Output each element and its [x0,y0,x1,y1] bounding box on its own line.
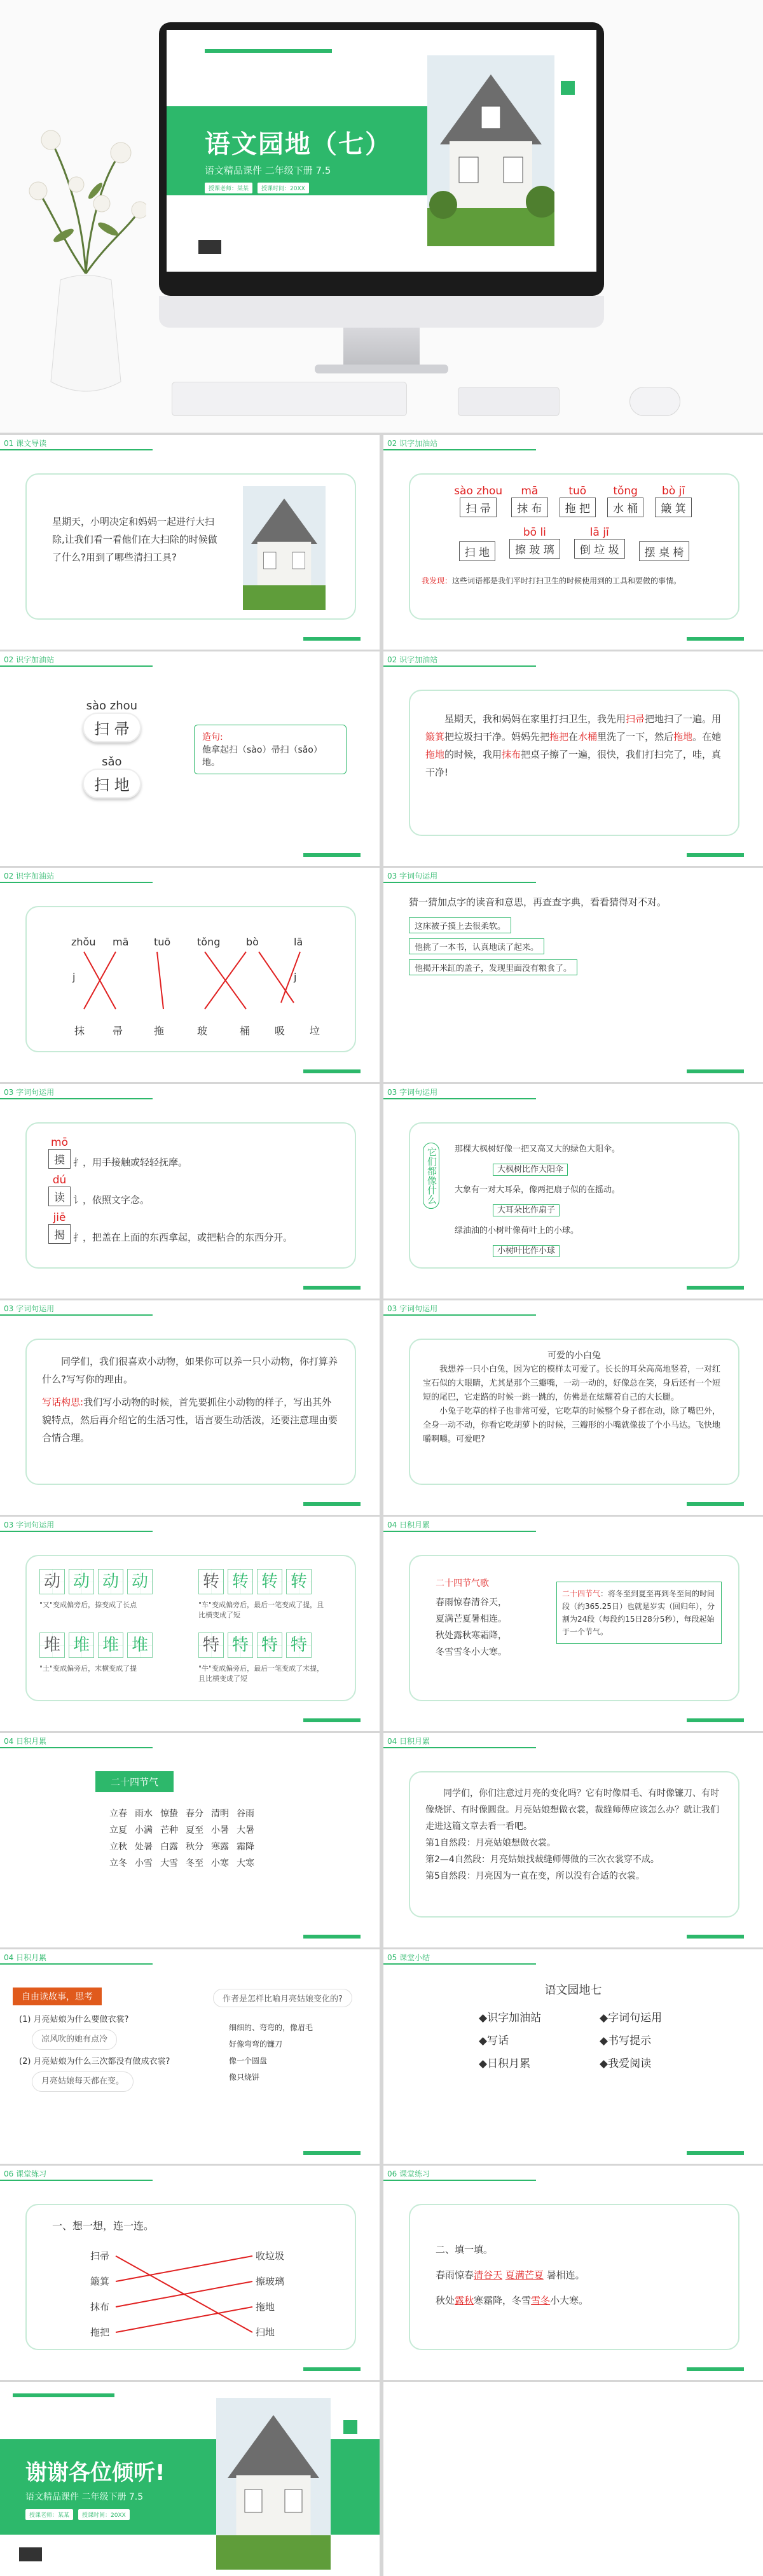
word-box: 摆 桌 椅 [639,541,690,561]
slide-header: 02 识字加油站 [4,655,55,664]
end-tag: 授课老师：某某 [25,2509,73,2520]
slide-header: 06 课堂练习 [387,2169,430,2178]
note: "土"变成偏旁后，末横变成了提 [39,1664,137,1673]
word-box: 簸 箕 [655,498,691,517]
char-cell: 转 [257,1569,282,1594]
word-box: 擦 玻 璃 [509,539,560,559]
cover-title: 语文园地（七） [205,130,392,159]
slide-15 [0,1949,380,2164]
solar-term: 夏至 [186,1825,203,1835]
slide-header: 05 课堂小结 [387,1953,430,1962]
sentence: 他挑了一本书，认真地读了起来。 [409,938,544,954]
pinyin: mā [521,485,539,498]
note-box: 大枫树比作大阳伞 [493,1164,568,1176]
solar-terms-table [102,1803,262,1873]
slide-5 [0,868,380,1082]
mouse [629,387,680,416]
imac [159,22,604,379]
pinyin: zhǒu [71,936,96,948]
pinyin: mā [113,936,129,948]
slide-end [0,2382,380,2576]
slide-14 [383,1733,763,1947]
pinyin: sào zhou [454,485,503,498]
slide-13 [0,1733,380,1947]
slide-text: 星期天，我和妈妈在家里打扫卫生，我先用扫帚把地扫了一遍。用簸箕把垃圾扫干净。妈妈先把拖把在水桶里洗了一下，然后拖地。在她拖地的时候，我用抹布把桌子擦了一遍，很快，我们打扫完了，哇，真干净! [425,713,722,778]
slide-text: 猜一猜加点字的读音和意思，再查查字典，看看猜得对不对。 [409,896,667,908]
pinyin: bò jī [662,485,685,498]
note: "牛"变成偏旁后，最后一笔变成了末提，且比横变成了短 [198,1664,324,1683]
note-box: 大耳朵比作扇子 [493,1204,560,1216]
slide-text: 讠，依照文字念。 [73,1194,150,1206]
pinyin: tuō [568,485,587,498]
slide-16 [383,1949,763,2164]
end-subtitle: 语文精品课件 二年级下册 7.5 [25,2492,144,2502]
solar-term: 春分 [186,1809,203,1819]
slide-text: 我们写小动物的时候，首先要抓住小动物的样子，写出其外貌特点，然后再介绍它的生活习性，语言要生动活泼，还要注意理由要合情合理。 [42,1396,338,1444]
summary-title: 语文园地七 [544,1984,602,1997]
terms-row [109,1823,254,1836]
slide-17 [0,2166,380,2380]
solar-term: 小雪 [135,1858,153,1869]
pinyin: j [294,971,297,983]
char: 玻 [197,1025,208,1037]
slide-text: 扌，把盖在上面的东西拿起，或把粘合的东西分开。 [73,1232,293,1243]
slide-header: 03 字词句运用 [4,1088,55,1097]
solar-term: 白露 [160,1842,178,1852]
solar-term: 大寒 [237,1858,254,1869]
solar-term: 大雪 [160,1858,178,1869]
pinyin [636,526,692,541]
slide-header: 03 字词句运用 [387,1304,438,1313]
char-box: 摸 [48,1149,71,1169]
solar-term: 清明 [211,1809,229,1819]
answer: 细细的、弯弯的，像眉毛 [229,2023,313,2032]
word-box: 倒 垃 圾 [574,539,625,559]
solar-term: 惊蛰 [160,1809,178,1819]
solar-term: 小满 [135,1825,153,1835]
slide-header: 03 字词句运用 [387,1088,438,1097]
poem-line: 冬雪雪冬小大寒。 [436,1647,507,1657]
answer: 月亮姑娘每天都在变。 [32,2071,134,2092]
cover-tag: 授课时间：20XX [258,183,309,193]
left-item[interactable]: 簸箕 [90,2276,110,2287]
answer: 像一个圆盘 [229,2056,268,2065]
word-bubble: 扫 地 [83,769,141,798]
char-cell: 堆 [69,1633,94,1658]
terms-row [109,1807,254,1820]
slide-header: 06 课堂练习 [4,2169,47,2178]
slide-4 [383,651,763,866]
sentence: 绿油油的小树叶像荷叶上的小球。 [455,1226,579,1236]
char-cell: 特 [228,1633,253,1658]
pinyin: dú [52,1174,67,1187]
summary-item: ◆字词句运用 [600,2012,663,2024]
solar-term: 霜降 [237,1842,254,1852]
pinyin: tuō [154,936,171,948]
label: 写话构思: [42,1396,84,1408]
char-box: 读 [48,1187,71,1206]
slide-text: 我想养一只小白兔，因为它的模样太可爱了。长长的耳朵高高地竖着，一对红宝石似的大眼睛，尤其是那个三瓣嘴，一动一动的，好像总在笑，身后还有一个短短的尾巴，它走路的时候一跳一跳的，仿佛是在炫耀着自己的大长腿。 [423,1365,721,1402]
exercise-title: 二、填一填。 [436,2244,493,2255]
question: 作者是怎样比喻月亮姑娘变化的? [213,1989,352,2007]
right-item[interactable]: 擦玻璃 [256,2276,285,2287]
slide-header: 02 识字加油站 [4,872,55,881]
house-image [213,2398,334,2570]
cover-subtitle: 语文精品课件 二年级下册 7.5 [205,165,331,176]
exercise-title: 一、想一想，连一连。 [52,2220,155,2232]
terms-row [109,1856,254,1869]
left-item[interactable]: 抹布 [90,2301,110,2313]
slide-text: 第2—4自然段：月亮姑娘找裁缝师傅做的三次衣裳穿不成。 [425,1855,659,1865]
tip-label: 造句: [202,732,223,742]
cover-tag: 授课老师：某某 [205,183,252,193]
char-cell: 转 [198,1569,224,1594]
char: 抹 [74,1025,85,1037]
char-box: 揭 [48,1224,71,1244]
terms-row [109,1840,254,1853]
end-title: 谢谢各位倾听! [25,2460,165,2486]
slide-text: 同学们，你们注意过月亮的变化吗？它有时像眉毛、有时像镰刀、有时像烧饼、有时像圆盘。月亮姑娘想做衣裳，裁缝师傅应该怎么办？就让我们走进这篇文章去看一看吧。 [425,1788,719,1832]
slide-text: 同学们，我们很喜欢小动物，如果你可以养一只小动物，你打算养什么?写写你的理由。 [42,1356,338,1385]
poem-title: 二十四节气歌 [436,1578,489,1589]
char-cell: 动 [69,1569,94,1594]
char-cell: 特 [198,1633,224,1658]
pinyin: lā [294,936,303,948]
slide-3 [0,651,380,866]
cover-slide [167,30,596,272]
word-box: 水 桶 [607,498,643,517]
char-cell: 转 [286,1569,312,1594]
solar-term: 谷雨 [237,1809,254,1819]
slide-header: 04 日积月累 [387,1521,430,1529]
char-cell: 堆 [39,1633,65,1658]
term: 二十四节气 [562,1589,601,1598]
note: "又"变成偏旁后，捺变成了长点 [39,1601,137,1609]
matching-lines [27,907,357,1054]
slide-18: 06 课堂练习 二、填一填。 春雨惊春清谷天 夏满芒夏 暑相连。 秋处露秋寒霜降，冬雪雪冬小大寒。 [383,2166,763,2380]
side-label: 它们都像什么 [423,1143,439,1209]
house-image [427,55,554,246]
pinyin: lā jī [589,526,609,539]
slide-12 [383,1517,763,1731]
char-cell: 动 [98,1569,123,1594]
slide-text: 扌，用手接触或轻轻抚摩。 [73,1157,188,1168]
essay-title: 可爱的小白兔 [547,1351,601,1361]
note-label: 我发现： [422,576,453,585]
poem-line: 夏满芒夏暑相连。 [436,1614,507,1624]
sentence: 那棵大枫树好像一把又高又大的绿色大阳伞。 [455,1145,621,1154]
slide-11 [0,1517,380,1731]
pinyin: jiē [53,1211,66,1224]
right-item[interactable]: 拖地 [256,2301,275,2313]
word-box: 扫 帚 [460,498,496,517]
char-cell: 特 [286,1633,312,1658]
pinyin [457,526,498,541]
solar-term: 立夏 [109,1825,127,1835]
char-cell: 动 [39,1569,65,1594]
pinyin: j [72,971,76,983]
pinyin: mō [51,1136,68,1149]
tip-text: 他拿起扫（sào）帚扫（sǎo）地。 [202,745,322,768]
answer: 好像弯弯的镰刀 [229,2040,283,2049]
word-bubble: 扫 帚 [83,713,141,742]
char-cell: 堆 [98,1633,123,1658]
solar-term: 冬至 [186,1858,203,1869]
slide-6 [383,868,763,1082]
char: 帚 [113,1025,123,1037]
keyboard [172,382,407,416]
question: (2) 月亮姑娘为什么三次都没有做成衣裳? [19,2057,170,2066]
house-image [240,486,329,610]
char: 垃 [310,1025,320,1037]
word-box: 拖 把 [560,498,596,517]
slide-text: 第1自然段：月亮姑娘想做衣裳。 [425,1838,556,1848]
tag-banner: 二十四节气 [95,1771,174,1792]
slide-header: 03 字词句运用 [4,1304,55,1313]
summary-item: ◆书写提示 [600,2035,652,2047]
char-cell: 特 [257,1633,282,1658]
blank-slide [383,2382,763,2576]
slide-9 [0,1300,380,1515]
slide-text: 第5自然段：月亮因为一直在变，所以没有合适的衣裳。 [425,1871,645,1881]
slide-2 [383,435,763,650]
slide-header: 04 日积月累 [387,1737,430,1746]
slide-1 [0,435,380,650]
slide-header: 01 课文导读 [4,439,47,448]
left-item[interactable]: 拖把 [90,2327,110,2338]
word-box: 扫 地 [459,541,495,561]
solar-term: 秋分 [186,1842,203,1852]
slide-7 [0,1084,380,1298]
solar-term: 大暑 [237,1825,254,1835]
tag-banner: 自由读故事，思考 [13,1988,102,2005]
left-item[interactable]: 扫帚 [90,2250,110,2262]
slide-header: 03 字词句运用 [387,872,438,881]
trackpad [458,387,560,416]
pinyin: bō li [523,526,546,539]
pinyin: tǒng [197,936,221,948]
end-tag: 授课时间：20XX [78,2509,130,2520]
slide-8 [383,1084,763,1298]
slide-text: 小兔子吃草的样子也非常可爱，它吃草的时候整个身子都在动，除了嘴巴外，全身一动不动，你看它吃胡萝卜的时候，三瓣形的小嘴就像拔了个小马达。飞快地嚼啊嚼。可爱吧? [423,1407,721,1444]
solar-term: 小寒 [211,1858,229,1869]
note-text: 这些词语都是我们平时打扫卫生的时候使用到的工具和要做的事情。 [452,576,682,585]
right-item[interactable]: 收垃圾 [256,2250,285,2262]
pinyin: bò [246,936,259,948]
solar-term: 立春 [109,1809,127,1819]
char-cell: 动 [127,1569,153,1594]
question: (1) 月亮姑娘为什么要做衣裳? [19,2015,129,2024]
solar-term: 雨水 [135,1809,153,1819]
char-cell: 转 [228,1569,253,1594]
slide-text: 星期天，小明决定和妈妈一起进行大扫除,让我们看一看他们在大扫除的时候做了什么?用到了哪些清扫工具? [52,516,217,563]
slide-header: 03 字词句运用 [4,1521,55,1529]
solar-term: 寒露 [211,1842,229,1852]
apple-logo-icon [159,296,604,328]
summary-item: ◆日积月累 [479,2057,531,2070]
solar-term: 立秋 [109,1842,127,1852]
slide-header: 04 日积月累 [4,1737,47,1746]
note-box: 小树叶比作小球 [493,1245,560,1257]
solar-term: 芒种 [160,1825,178,1835]
char: 桶 [240,1025,251,1037]
solar-term: 处暑 [135,1842,153,1852]
char: 吸 [275,1025,285,1037]
summary-item: ◆写话 [479,2035,509,2047]
answer: 像只烧饼 [229,2073,260,2082]
poem-line: 春雨惊春清谷天， [436,1598,507,1608]
sentence: 这床被子摸上去很柔软。 [409,917,511,933]
pinyin: tǒng [613,485,638,498]
cover-hero [0,0,763,433]
char: 拖 [154,1025,165,1037]
pinyin: sào zhou [86,699,138,713]
solar-term: 小暑 [211,1825,229,1835]
pinyin: sǎo [102,755,122,769]
summary-item: ◆我爱阅读 [600,2057,652,2070]
slide-header: 04 日积月累 [4,1953,47,1962]
match-lines [27,2205,357,2351]
plant-vase-image [25,115,146,401]
char-cell: 堆 [127,1633,153,1658]
poem-line: 秋处露秋寒霜降， [436,1631,507,1641]
slide-header: 02 识字加油站 [387,655,438,664]
note-text: ：将冬至到夏至再到冬至间的时间段（约365.25日）也就是岁实（回归年），分割为24段（每段约15日28分5秒），每段起始于一个节气。 [562,1589,715,1636]
summary-item: ◆识字加油站 [479,2012,542,2024]
sentence: 大象有一对大耳朵，像两把扇子似的在摇动。 [455,1185,621,1195]
right-item[interactable]: 扫地 [256,2327,275,2338]
answer: 凉风吹的她有点冷 [32,2029,117,2050]
note: "车"变成偏旁后，最后一笔变成了提，且比横变成了短 [198,1601,324,1619]
slide-header: 02 识字加油站 [387,439,438,448]
solar-term: 立冬 [109,1858,127,1869]
word-box: 抹 布 [511,498,547,517]
slide-10 [383,1300,763,1515]
sentence: 他揭开米缸的盖子，发现里面没有粮食了。 [409,959,577,975]
